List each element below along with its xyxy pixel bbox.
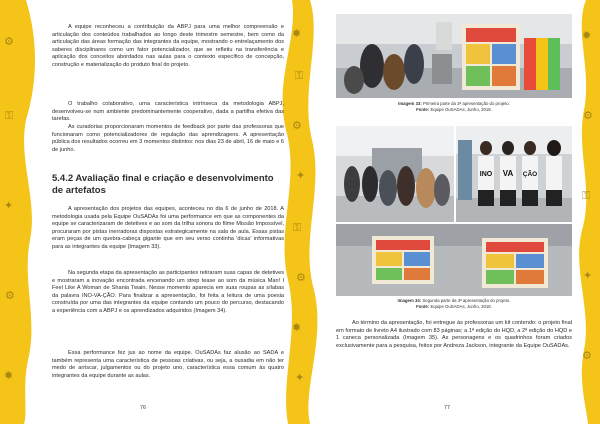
gear-icon: ⚙: [292, 119, 302, 132]
shirt-letter-2: VA: [502, 169, 514, 178]
caption-image-33-text: Primeira parte da 3ª apresentação do projeto.: [421, 101, 510, 106]
left-paragraph-2: O trabalho colaborativo, uma característica intrínseca da metodologia ABPJ, desenvolveu-se num ambiente predominantemente cooperativo, dada a partilha efetiva das tarefas.: [52, 101, 284, 123]
caption-image-34: [336, 298, 572, 304]
left-paragraph-4: A apresentação dos projetos das equipes, aconteceu no dia 6 de junho de 2018. A metodologia usada pela Equipe OuSADAs foi uma performance em que as componentes da equipe se caracterizaram de detetives e ao som da trilha sonora do filme Missão Impossível, procuraram por pistas inerradoras dispostas estrategicamente na sala de aula. Essas pistas eram peças de um quebra-cabeça gigante que em seu verso continha 'dicas' informativas para as integrantes da equipe (Imagem 33).: [52, 206, 284, 250]
left-page: [52, 0, 284, 424]
caption-image-33: [336, 101, 572, 107]
star-icon: ✦: [296, 169, 306, 182]
caption-image-34-text: Segunda parte da 3ª apresentação do projeto.: [421, 298, 511, 303]
caption-image-33-source-label: Fonte:: [416, 107, 430, 112]
caption-image-34-source-label: Fonte:: [416, 304, 430, 309]
bulb-icon: ✹: [292, 321, 302, 334]
section-title: 5.4.2 Avaliação final e criação e desenvolvimento de artefatos: [52, 173, 274, 196]
left-border-wave: [20, 0, 44, 424]
caption-image-33-label: Imagem 33:: [398, 101, 422, 106]
key-icon: ⚿: [295, 69, 304, 82]
star-icon: ✦: [4, 199, 14, 212]
star-icon: ✦: [295, 371, 305, 384]
caption-image-33-source-text: Equipe OuSADAs, Junho, 2018.: [429, 107, 492, 112]
shirt-letter-1: INO: [479, 171, 493, 178]
gear-icon: ⚙: [582, 349, 592, 362]
gear-icon: ⚙: [4, 35, 14, 48]
key-icon: ⚿: [5, 109, 14, 122]
caption-image-34-source-text: Equipe OuSADAs, Junho, 2018.: [429, 304, 492, 309]
star-icon: ✦: [583, 269, 593, 282]
gear-icon: ⚙: [583, 109, 593, 122]
right-paragraph-1: Ao término da apresentação, foi entregue às professoras um kit contendo: o projeto final em formato de livreto A4 ilustrado com 83 páginas; a 1ª edição do HQD, a 2ª edição do HQD e 1 caneca personalizada (Imagem 35). As personagens e os quadrinhos foram criados exclusivamente para a pesquisa, feitos por Andreza Jackson, integrante da Equipe OuSADAs.: [336, 320, 572, 349]
shirt-letter-3: ÇÃO: [522, 171, 538, 178]
left-decorative-border: [0, 0, 22, 424]
caption-image-34-source: [336, 304, 572, 310]
key-icon: ⚿: [582, 189, 591, 202]
left-paragraph-5: Na segunda etapa da apresentação as participantes retiraram suas capas de detetives e mostraram a inovação encontrada encenando um strep tease ao som da música Man! I Feel Like A Woman de Shania Twain. Nesse momento aparecia em suas roupas as sílabas da palavra INO-VA-ÇÃO. Para finalizar a apresentação, foi feita a leitura de uma poesia construída por uma das integrantes da equipe contando um pouco do percurso, destacando a experiência com a ABPJ e os aprendizados adquiridos (Imagem 34).: [52, 270, 284, 314]
bulb-icon: ✹: [4, 369, 14, 382]
page-number: 77: [444, 405, 451, 411]
photo-presentation-part-2a: [336, 126, 454, 222]
photo-presentation-part-2b: [456, 126, 572, 222]
page-number: 76: [140, 405, 147, 411]
key-icon: ⚿: [293, 221, 302, 234]
photo-presentation-puzzles: [336, 224, 572, 296]
gear-icon: ⚙: [296, 271, 306, 284]
gear-icon: ⚙: [5, 289, 15, 302]
left-paragraph-6: Essa performance fez jus ao nome da equipe. OuSADAs faz alusão ao SADA e também representa uma característica de pessoas criativas, ou seja, a ousadia em não ter medo de arriscar, julgamentos ou do projeto uno, característica essa comum às quatro integrantes da equipe durante as aulas.: [52, 350, 284, 379]
right-page: [336, 0, 572, 424]
bulb-icon: ✹: [292, 27, 302, 40]
caption-image-34-label: Imagem 34:: [397, 298, 422, 303]
bulb-icon: ✹: [582, 29, 592, 42]
left-paragraph-1: A equipe reconheceu a contribuição da ABPJ para uma melhor compreensão e articulação dos conteúdos trabalhados ao longo deste trimestre semestre, bem como da articulação das áreas formação das integrantes da equipe, mostrando o entrelaçamento dos saberes disciplinares como um fator potencializador, que se refletiu na transferência e aplicação dos conceitos abordados nas aulas para o contexto específico de concepção, construção e materialização do produto final do projeto.: [52, 24, 284, 68]
caption-image-33-source: [336, 107, 572, 113]
photo-presentation-part-1: [336, 14, 572, 98]
left-paragraph-3: As curadorias proporcionaram momentos de feedback por parte das professoras que funcionaram como potencializadores de regulação das aprendizagens. A apresentação pública dos resultados ocorreu em 3 momentos distintos: nos dias 23 de abril, 16 de maio e 6 de junho.: [52, 124, 284, 153]
